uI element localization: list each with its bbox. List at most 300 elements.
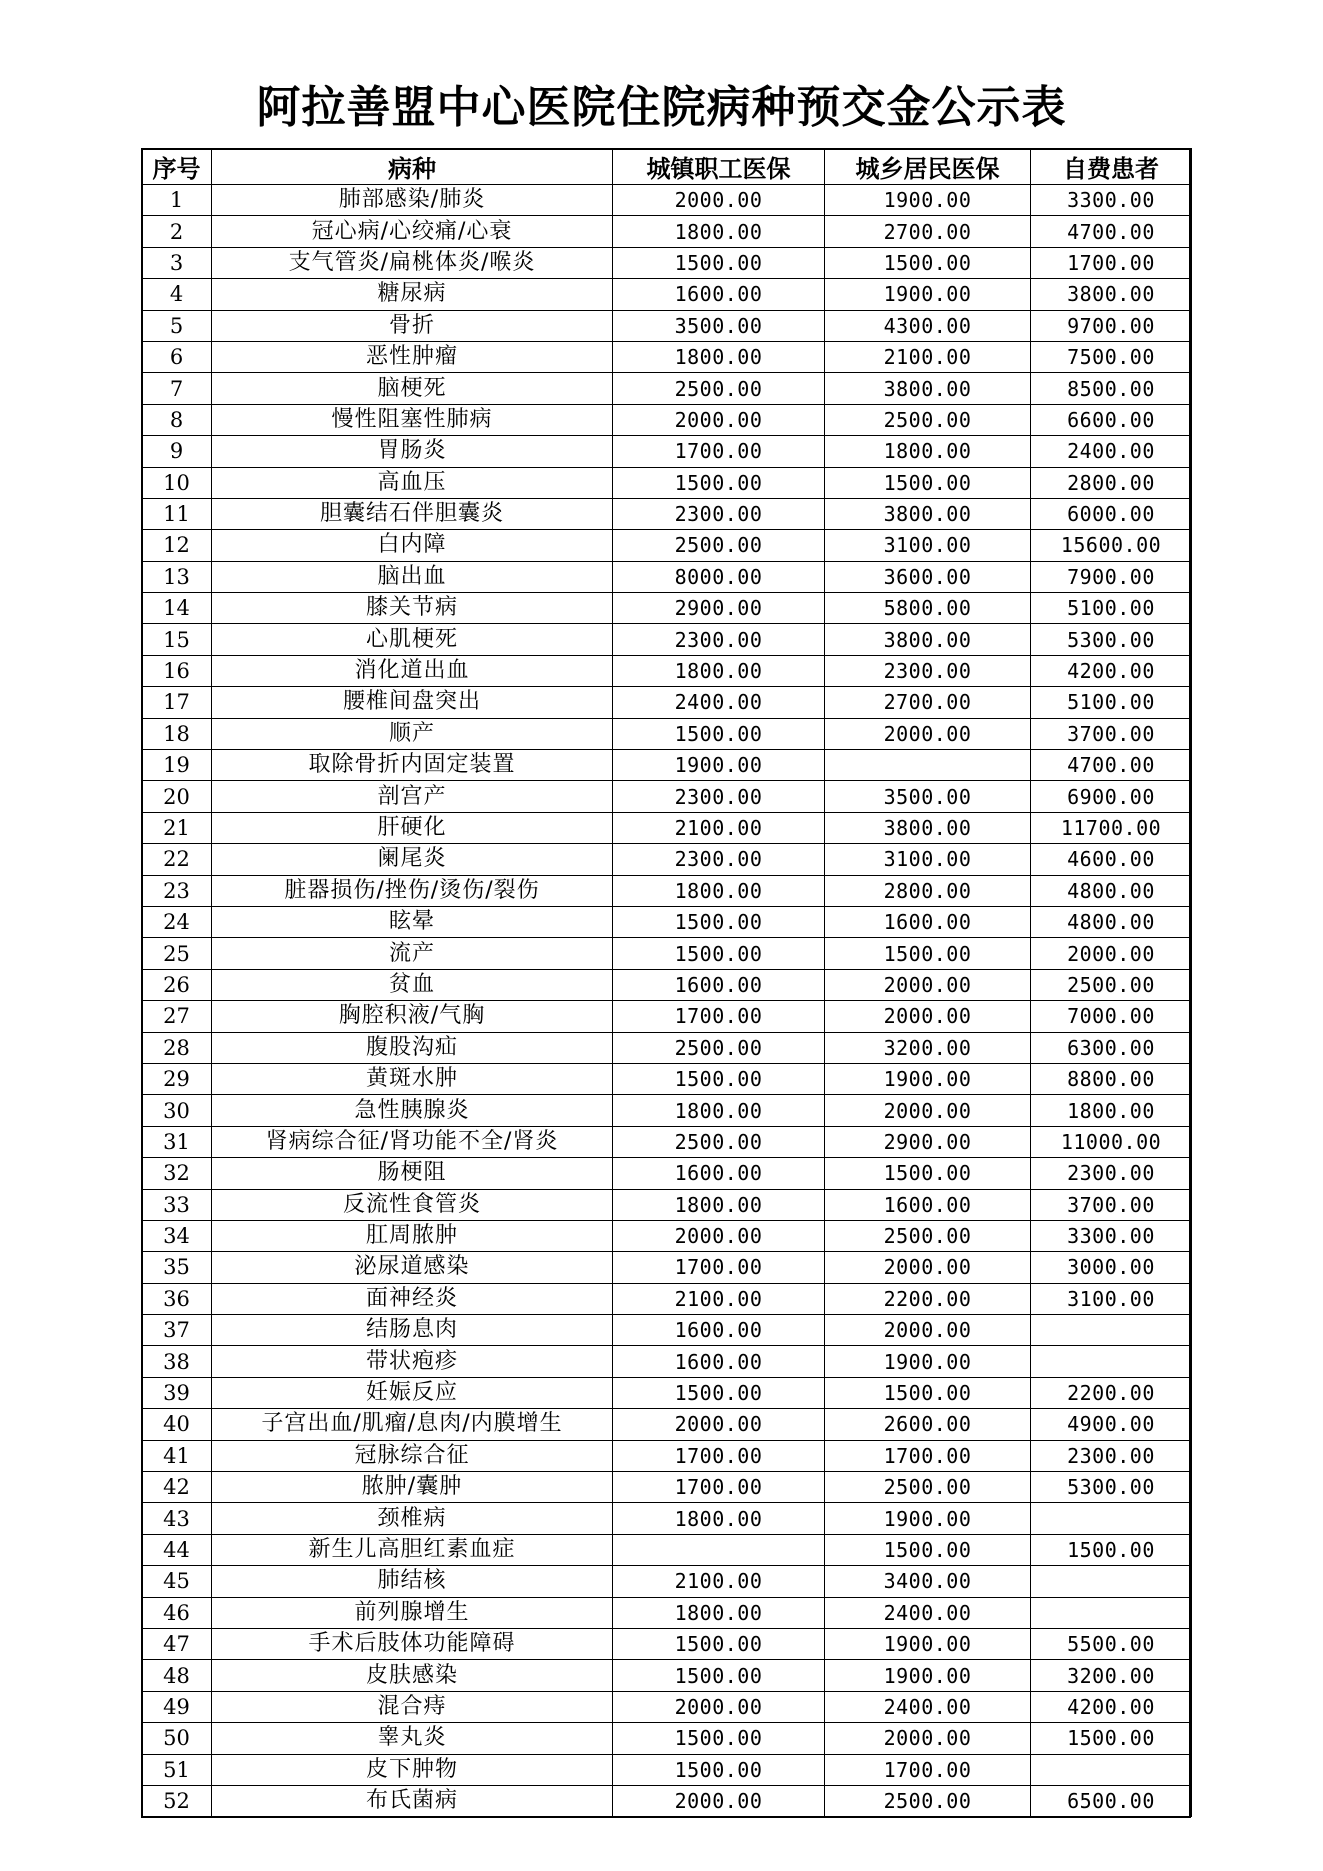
table-row [142, 969, 1192, 1000]
cell-self-pay [1031, 1597, 1192, 1628]
table-row [142, 279, 1192, 310]
cell-resident-insurance: 2400.00 [825, 1597, 1031, 1628]
cell-disease: 新生儿高胆红素血症 [212, 1534, 613, 1565]
table-row [142, 247, 1192, 278]
cell-resident-insurance: 1900.00 [825, 1063, 1031, 1094]
table-row [142, 1785, 1192, 1816]
cell-employee-insurance: 2400.00 [613, 687, 825, 718]
cell-disease: 肺部感染/肺炎 [212, 185, 613, 216]
cell-disease: 脏器损伤/挫伤/烫伤/裂伤 [212, 875, 613, 906]
table-row [142, 1377, 1192, 1408]
cell-employee-insurance: 1700.00 [613, 1001, 825, 1032]
table-row [142, 1440, 1192, 1471]
cell-self-pay: 5300.00 [1031, 1472, 1192, 1503]
cell-disease: 前列腺增生 [212, 1597, 613, 1628]
cell-index: 38 [142, 1346, 212, 1377]
cell-employee-insurance: 1800.00 [613, 1597, 825, 1628]
cell-resident-insurance: 2000.00 [825, 1723, 1031, 1754]
cell-employee-insurance: 1800.00 [613, 216, 825, 247]
cell-self-pay: 11700.00 [1031, 812, 1192, 843]
cell-self-pay: 2300.00 [1031, 1158, 1192, 1189]
table-row [142, 1534, 1192, 1565]
cell-disease: 胆囊结石伴胆囊炎 [212, 498, 613, 529]
table-row [142, 938, 1192, 969]
cell-self-pay: 6000.00 [1031, 498, 1192, 529]
table-row [142, 1252, 1192, 1283]
cell-self-pay: 4800.00 [1031, 906, 1192, 937]
cell-self-pay [1031, 1315, 1192, 1346]
cell-disease: 妊娠反应 [212, 1377, 613, 1408]
cell-resident-insurance: 3600.00 [825, 561, 1031, 592]
table-row [142, 404, 1192, 435]
cell-index: 17 [142, 687, 212, 718]
table-row [142, 1691, 1192, 1722]
cell-employee-insurance: 2500.00 [613, 1032, 825, 1063]
cell-index: 36 [142, 1283, 212, 1314]
cell-disease: 泌尿道感染 [212, 1252, 613, 1283]
cell-index: 50 [142, 1723, 212, 1754]
cell-disease: 急性胰腺炎 [212, 1095, 613, 1126]
cell-employee-insurance: 1700.00 [613, 1440, 825, 1471]
cell-employee-insurance: 1600.00 [613, 1315, 825, 1346]
cell-self-pay [1031, 1346, 1192, 1377]
cell-self-pay: 3100.00 [1031, 1283, 1192, 1314]
cell-resident-insurance: 2000.00 [825, 1315, 1031, 1346]
cell-disease: 手术后肢体功能障碍 [212, 1628, 613, 1659]
table-row [142, 750, 1192, 781]
cell-resident-insurance: 1500.00 [825, 938, 1031, 969]
cell-disease: 脓肿/囊肿 [212, 1472, 613, 1503]
cell-resident-insurance: 1500.00 [825, 1534, 1031, 1565]
table-row [142, 593, 1192, 624]
cell-index: 14 [142, 593, 212, 624]
cell-index: 42 [142, 1472, 212, 1503]
cell-disease: 皮肤感染 [212, 1660, 613, 1691]
cell-self-pay: 5100.00 [1031, 687, 1192, 718]
table-row [142, 341, 1192, 372]
table-row [142, 1220, 1192, 1251]
cell-index: 34 [142, 1220, 212, 1251]
cell-resident-insurance: 3500.00 [825, 781, 1031, 812]
cell-resident-insurance: 1900.00 [825, 185, 1031, 216]
cell-employee-insurance: 1600.00 [613, 1346, 825, 1377]
cell-resident-insurance: 2700.00 [825, 687, 1031, 718]
table-row [142, 655, 1192, 686]
cell-index: 25 [142, 938, 212, 969]
cell-disease: 流产 [212, 938, 613, 969]
cell-resident-insurance: 1500.00 [825, 1158, 1031, 1189]
cell-index: 48 [142, 1660, 212, 1691]
table-row [142, 624, 1192, 655]
cell-self-pay: 4900.00 [1031, 1409, 1192, 1440]
table-row [142, 498, 1192, 529]
table-row [142, 1283, 1192, 1314]
table-row [142, 467, 1192, 498]
cell-resident-insurance: 2000.00 [825, 1001, 1031, 1032]
cell-resident-insurance: 1900.00 [825, 1628, 1031, 1659]
cell-index: 20 [142, 781, 212, 812]
cell-disease: 肝硬化 [212, 812, 613, 843]
cell-disease: 带状疱疹 [212, 1346, 613, 1377]
cell-index: 40 [142, 1409, 212, 1440]
cell-resident-insurance: 2000.00 [825, 718, 1031, 749]
cell-self-pay: 7000.00 [1031, 1001, 1192, 1032]
cell-index: 18 [142, 718, 212, 749]
cell-index: 24 [142, 906, 212, 937]
cell-index: 49 [142, 1691, 212, 1722]
cell-disease: 胃肠炎 [212, 436, 613, 467]
header-self-pay: 自费患者 [1031, 149, 1192, 185]
header-index: 序号 [142, 149, 212, 185]
cell-disease: 支气管炎/扁桃体炎/喉炎 [212, 247, 613, 278]
cell-resident-insurance: 2000.00 [825, 1252, 1031, 1283]
cell-index: 41 [142, 1440, 212, 1471]
cell-disease: 胸腔积液/气胸 [212, 1001, 613, 1032]
cell-disease: 反流性食管炎 [212, 1189, 613, 1220]
cell-disease: 结肠息肉 [212, 1315, 613, 1346]
cell-employee-insurance: 1800.00 [613, 655, 825, 686]
table-row [142, 875, 1192, 906]
cell-index: 5 [142, 310, 212, 341]
cell-employee-insurance: 2500.00 [613, 530, 825, 561]
cell-disease: 黄斑水肿 [212, 1063, 613, 1094]
cell-self-pay: 5100.00 [1031, 593, 1192, 624]
table-body [142, 185, 1192, 1817]
table-row [142, 906, 1192, 937]
cell-disease: 剖宫产 [212, 781, 613, 812]
cell-disease: 肠梗阻 [212, 1158, 613, 1189]
cell-disease: 心肌梗死 [212, 624, 613, 655]
cell-index: 11 [142, 498, 212, 529]
cell-employee-insurance: 1500.00 [613, 718, 825, 749]
deposit-table [141, 148, 1192, 1817]
cell-disease: 白内障 [212, 530, 613, 561]
cell-disease: 脑出血 [212, 561, 613, 592]
table-row [142, 1566, 1192, 1597]
cell-resident-insurance: 3800.00 [825, 624, 1031, 655]
cell-self-pay: 3200.00 [1031, 1660, 1192, 1691]
cell-self-pay: 2500.00 [1031, 969, 1192, 1000]
cell-index: 16 [142, 655, 212, 686]
cell-resident-insurance: 2500.00 [825, 404, 1031, 435]
cell-self-pay: 2200.00 [1031, 1377, 1192, 1408]
cell-resident-insurance: 1900.00 [825, 1660, 1031, 1691]
cell-employee-insurance: 2300.00 [613, 844, 825, 875]
cell-self-pay: 4600.00 [1031, 844, 1192, 875]
cell-index: 51 [142, 1754, 212, 1785]
cell-index: 21 [142, 812, 212, 843]
cell-index: 29 [142, 1063, 212, 1094]
cell-self-pay: 3700.00 [1031, 1189, 1192, 1220]
cell-resident-insurance: 3100.00 [825, 844, 1031, 875]
table-row [142, 1503, 1192, 1534]
cell-disease: 贫血 [212, 969, 613, 1000]
cell-resident-insurance: 1900.00 [825, 1346, 1031, 1377]
cell-resident-insurance: 1500.00 [825, 467, 1031, 498]
cell-index: 37 [142, 1315, 212, 1346]
cell-self-pay: 7500.00 [1031, 341, 1192, 372]
cell-employee-insurance: 1800.00 [613, 1503, 825, 1534]
table-row [142, 1660, 1192, 1691]
table-row [142, 1189, 1192, 1220]
table-row [142, 1346, 1192, 1377]
cell-self-pay: 4200.00 [1031, 655, 1192, 686]
cell-employee-insurance: 1600.00 [613, 1158, 825, 1189]
cell-resident-insurance: 2100.00 [825, 341, 1031, 372]
cell-index: 46 [142, 1597, 212, 1628]
cell-index: 9 [142, 436, 212, 467]
cell-disease: 肛周脓肿 [212, 1220, 613, 1251]
table-row [142, 1032, 1192, 1063]
cell-self-pay: 1500.00 [1031, 1534, 1192, 1565]
cell-index: 39 [142, 1377, 212, 1408]
cell-employee-insurance [613, 1534, 825, 1565]
cell-employee-insurance: 1600.00 [613, 279, 825, 310]
table-row [142, 373, 1192, 404]
cell-disease: 膝关节病 [212, 593, 613, 624]
cell-resident-insurance: 1600.00 [825, 906, 1031, 937]
header-disease: 病种 [212, 149, 613, 185]
cell-employee-insurance: 1600.00 [613, 969, 825, 1000]
cell-index: 33 [142, 1189, 212, 1220]
cell-employee-insurance: 1500.00 [613, 1377, 825, 1408]
cell-employee-insurance: 2100.00 [613, 1566, 825, 1597]
cell-self-pay: 3700.00 [1031, 718, 1192, 749]
cell-resident-insurance: 2200.00 [825, 1283, 1031, 1314]
table-row [142, 1754, 1192, 1785]
cell-self-pay: 2400.00 [1031, 436, 1192, 467]
cell-self-pay: 15600.00 [1031, 530, 1192, 561]
cell-resident-insurance: 2400.00 [825, 1691, 1031, 1722]
table-row [142, 1095, 1192, 1126]
cell-index: 28 [142, 1032, 212, 1063]
cell-resident-insurance: 2300.00 [825, 655, 1031, 686]
table-row [142, 1409, 1192, 1440]
cell-index: 43 [142, 1503, 212, 1534]
cell-index: 19 [142, 750, 212, 781]
cell-index: 32 [142, 1158, 212, 1189]
cell-resident-insurance: 1500.00 [825, 1377, 1031, 1408]
cell-employee-insurance: 1500.00 [613, 1754, 825, 1785]
cell-index: 8 [142, 404, 212, 435]
cell-resident-insurance: 1900.00 [825, 279, 1031, 310]
cell-self-pay: 9700.00 [1031, 310, 1192, 341]
cell-index: 22 [142, 844, 212, 875]
cell-employee-insurance: 1500.00 [613, 1723, 825, 1754]
table-header-row [142, 149, 1192, 185]
cell-resident-insurance: 3400.00 [825, 1566, 1031, 1597]
cell-disease: 肺结核 [212, 1566, 613, 1597]
cell-resident-insurance: 2500.00 [825, 1472, 1031, 1503]
cell-disease: 混合痔 [212, 1691, 613, 1722]
cell-self-pay: 4700.00 [1031, 216, 1192, 247]
cell-resident-insurance: 2000.00 [825, 969, 1031, 1000]
cell-resident-insurance: 3800.00 [825, 498, 1031, 529]
cell-resident-insurance: 4300.00 [825, 310, 1031, 341]
table-row [142, 1063, 1192, 1094]
table-row [142, 1315, 1192, 1346]
cell-self-pay [1031, 1754, 1192, 1785]
cell-index: 7 [142, 373, 212, 404]
header-resident-insurance: 城乡居民医保 [825, 149, 1031, 185]
cell-employee-insurance: 1500.00 [613, 247, 825, 278]
cell-resident-insurance: 3800.00 [825, 373, 1031, 404]
cell-index: 45 [142, 1566, 212, 1597]
cell-resident-insurance: 2000.00 [825, 1095, 1031, 1126]
cell-employee-insurance: 2300.00 [613, 624, 825, 655]
table-row [142, 812, 1192, 843]
cell-employee-insurance: 1800.00 [613, 1095, 825, 1126]
cell-employee-insurance: 1500.00 [613, 1628, 825, 1659]
cell-employee-insurance: 2300.00 [613, 498, 825, 529]
cell-disease: 消化道出血 [212, 655, 613, 686]
cell-index: 4 [142, 279, 212, 310]
cell-resident-insurance: 2900.00 [825, 1126, 1031, 1157]
cell-self-pay: 7900.00 [1031, 561, 1192, 592]
cell-self-pay: 6500.00 [1031, 1785, 1192, 1816]
table-row [142, 844, 1192, 875]
cell-index: 10 [142, 467, 212, 498]
cell-resident-insurance: 1500.00 [825, 247, 1031, 278]
table-row [142, 1597, 1192, 1628]
cell-employee-insurance: 3500.00 [613, 310, 825, 341]
cell-disease: 眩晕 [212, 906, 613, 937]
table-row [142, 185, 1192, 216]
cell-index: 6 [142, 341, 212, 372]
table-row [142, 1126, 1192, 1157]
cell-employee-insurance: 1500.00 [613, 906, 825, 937]
cell-resident-insurance: 2800.00 [825, 875, 1031, 906]
cell-resident-insurance: 1700.00 [825, 1754, 1031, 1785]
cell-disease: 腹股沟疝 [212, 1032, 613, 1063]
table-row [142, 436, 1192, 467]
cell-resident-insurance [825, 750, 1031, 781]
cell-employee-insurance: 1700.00 [613, 436, 825, 467]
cell-self-pay: 2800.00 [1031, 467, 1192, 498]
cell-disease: 冠脉综合征 [212, 1440, 613, 1471]
cell-employee-insurance: 2000.00 [613, 1785, 825, 1816]
cell-index: 15 [142, 624, 212, 655]
cell-self-pay: 4200.00 [1031, 1691, 1192, 1722]
cell-disease: 高血压 [212, 467, 613, 498]
cell-index: 13 [142, 561, 212, 592]
cell-index: 2 [142, 216, 212, 247]
cell-index: 12 [142, 530, 212, 561]
cell-disease: 阑尾炎 [212, 844, 613, 875]
cell-resident-insurance: 1800.00 [825, 436, 1031, 467]
cell-self-pay [1031, 1503, 1192, 1534]
table-row [142, 561, 1192, 592]
cell-disease: 面神经炎 [212, 1283, 613, 1314]
cell-disease: 冠心病/心绞痛/心衰 [212, 216, 613, 247]
cell-self-pay: 4800.00 [1031, 875, 1192, 906]
cell-resident-insurance: 1700.00 [825, 1440, 1031, 1471]
cell-self-pay: 5500.00 [1031, 1628, 1192, 1659]
table-row [142, 1158, 1192, 1189]
table-row [142, 530, 1192, 561]
table-row [142, 687, 1192, 718]
cell-self-pay: 11000.00 [1031, 1126, 1192, 1157]
cell-resident-insurance: 2700.00 [825, 216, 1031, 247]
cell-disease: 糖尿病 [212, 279, 613, 310]
cell-employee-insurance: 2000.00 [613, 185, 825, 216]
table-row [142, 216, 1192, 247]
cell-employee-insurance: 1700.00 [613, 1472, 825, 1503]
cell-employee-insurance: 2500.00 [613, 373, 825, 404]
cell-self-pay: 3300.00 [1031, 1220, 1192, 1251]
cell-resident-insurance: 5800.00 [825, 593, 1031, 624]
cell-disease: 肾病综合征/肾功能不全/肾炎 [212, 1126, 613, 1157]
cell-employee-insurance: 1800.00 [613, 341, 825, 372]
cell-resident-insurance: 3200.00 [825, 1032, 1031, 1063]
cell-employee-insurance: 2000.00 [613, 1409, 825, 1440]
cell-self-pay: 6300.00 [1031, 1032, 1192, 1063]
cell-index: 27 [142, 1001, 212, 1032]
table-row [142, 1001, 1192, 1032]
cell-resident-insurance: 3800.00 [825, 812, 1031, 843]
cell-employee-insurance: 2000.00 [613, 1220, 825, 1251]
cell-disease: 恶性肿瘤 [212, 341, 613, 372]
cell-disease: 顺产 [212, 718, 613, 749]
table-row [142, 1628, 1192, 1659]
cell-index: 44 [142, 1534, 212, 1565]
table-row [142, 718, 1192, 749]
cell-disease: 取除骨折内固定装置 [212, 750, 613, 781]
cell-employee-insurance: 1500.00 [613, 1660, 825, 1691]
table-row [142, 310, 1192, 341]
cell-employee-insurance: 1500.00 [613, 938, 825, 969]
table-row [142, 1472, 1192, 1503]
cell-employee-insurance: 1700.00 [613, 1252, 825, 1283]
cell-self-pay: 2300.00 [1031, 1440, 1192, 1471]
header-employee-insurance: 城镇职工医保 [613, 149, 825, 185]
cell-employee-insurance: 2000.00 [613, 404, 825, 435]
cell-employee-insurance: 1500.00 [613, 1063, 825, 1094]
cell-disease: 脑梗死 [212, 373, 613, 404]
cell-index: 47 [142, 1628, 212, 1659]
cell-self-pay: 2000.00 [1031, 938, 1192, 969]
cell-self-pay: 1500.00 [1031, 1723, 1192, 1754]
cell-disease: 子宫出血/肌瘤/息肉/内膜增生 [212, 1409, 613, 1440]
cell-index: 31 [142, 1126, 212, 1157]
cell-employee-insurance: 2000.00 [613, 1691, 825, 1722]
cell-disease: 颈椎病 [212, 1503, 613, 1534]
cell-self-pay: 6600.00 [1031, 404, 1192, 435]
cell-self-pay [1031, 1566, 1192, 1597]
cell-disease: 腰椎间盘突出 [212, 687, 613, 718]
cell-employee-insurance: 1900.00 [613, 750, 825, 781]
cell-resident-insurance: 2500.00 [825, 1785, 1031, 1816]
cell-disease: 皮下肿物 [212, 1754, 613, 1785]
cell-resident-insurance: 2500.00 [825, 1220, 1031, 1251]
cell-self-pay: 8800.00 [1031, 1063, 1192, 1094]
cell-employee-insurance: 2300.00 [613, 781, 825, 812]
cell-employee-insurance: 2100.00 [613, 812, 825, 843]
cell-index: 23 [142, 875, 212, 906]
table-row [142, 781, 1192, 812]
cell-index: 35 [142, 1252, 212, 1283]
cell-employee-insurance: 1800.00 [613, 1189, 825, 1220]
cell-disease: 慢性阻塞性肺病 [212, 404, 613, 435]
cell-disease: 睾丸炎 [212, 1723, 613, 1754]
cell-resident-insurance: 1600.00 [825, 1189, 1031, 1220]
cell-self-pay: 1800.00 [1031, 1095, 1192, 1126]
cell-employee-insurance: 1500.00 [613, 467, 825, 498]
cell-self-pay: 6900.00 [1031, 781, 1192, 812]
cell-self-pay: 3800.00 [1031, 279, 1192, 310]
cell-employee-insurance: 1800.00 [613, 875, 825, 906]
cell-resident-insurance: 2600.00 [825, 1409, 1031, 1440]
